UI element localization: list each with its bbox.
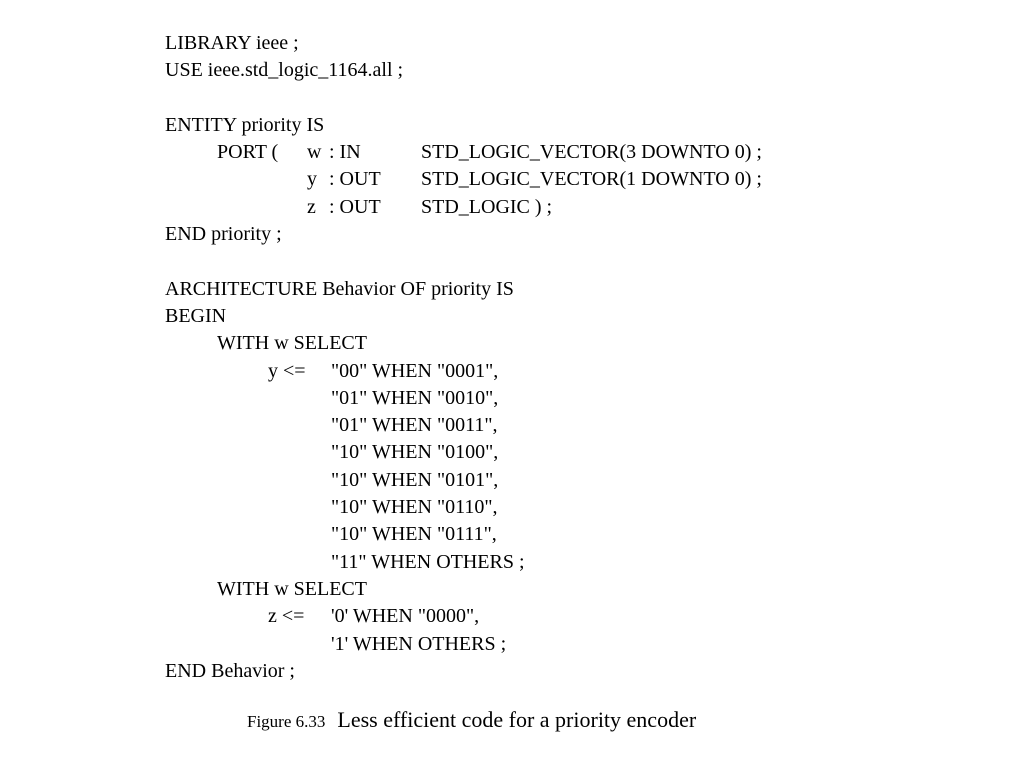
code-line (165, 221, 282, 248)
select-choice-line (165, 521, 497, 548)
code-line (165, 57, 404, 84)
architecture-end: END Behavior ; (165, 659, 295, 682)
vhdl-code-listing (165, 30, 762, 685)
code-line (165, 30, 299, 57)
code-line (165, 112, 325, 139)
library-statement: LIBRARY ieee ; (165, 32, 299, 54)
signal-assignment: y <= (268, 359, 306, 382)
begin-keyword: BEGIN (165, 304, 227, 327)
port-name: w (307, 141, 322, 164)
port-name: y (307, 168, 317, 191)
port-name: z (307, 195, 316, 218)
select-choice: "01" WHEN "0010", (331, 386, 499, 409)
select-choice-line (165, 631, 507, 658)
code-line (165, 330, 367, 357)
select-choice: '1' WHEN OTHERS ; (331, 632, 507, 655)
blank-line (165, 85, 185, 112)
with-select-statement: WITH w SELECT (217, 332, 367, 355)
port-mode: : OUT (329, 168, 381, 191)
code-line (165, 576, 367, 603)
code-line (165, 276, 514, 303)
select-choice-line (165, 412, 498, 439)
select-choice-line (165, 385, 499, 412)
signal-assignment: z <= (268, 605, 305, 628)
entity-end: END priority ; (165, 223, 282, 246)
caption-text: Less efficient code for a priority encoder (337, 707, 697, 732)
select-choice: "10" WHEN "0111", (331, 523, 497, 546)
port-type: STD_LOGIC_VECTOR(1 DOWNTO 0) ; (421, 168, 762, 191)
port-line (165, 166, 762, 193)
with-select-statement: WITH w SELECT (217, 577, 367, 600)
port-type: STD_LOGIC_VECTOR(3 DOWNTO 0) ; (421, 141, 762, 164)
select-choice: "01" WHEN "0011", (331, 414, 498, 437)
blank-line (165, 248, 185, 275)
select-choice-line (165, 549, 525, 576)
entity-declaration: ENTITY priority IS (165, 113, 325, 136)
code-line (165, 658, 295, 685)
select-choice-line (165, 494, 498, 521)
select-choice: '0' WHEN "0000", (331, 605, 480, 628)
select-choice: "10" WHEN "0101", (331, 468, 499, 491)
select-choice: "00" WHEN "0001", (331, 359, 499, 382)
architecture-declaration: ARCHITECTURE Behavior OF priority IS (165, 277, 514, 300)
select-choice: "11" WHEN OTHERS ; (331, 550, 525, 573)
use-statement: USE ieee.std_logic_1164.all ; (165, 59, 404, 82)
figure-caption (247, 707, 696, 733)
port-mode: : OUT (329, 195, 381, 218)
port-line (165, 194, 553, 221)
port-keyword: PORT ( (217, 141, 279, 164)
figure-number: Figure 6.33 (247, 712, 326, 731)
select-choice: "10" WHEN "0100", (331, 441, 499, 464)
port-mode: : IN (329, 141, 361, 164)
port-line (165, 139, 762, 166)
select-choice-line (165, 358, 499, 385)
port-type: STD_LOGIC ) ; (421, 195, 553, 218)
select-choice-line (165, 439, 499, 466)
select-choice-line (165, 603, 480, 630)
code-line (165, 303, 227, 330)
select-choice: "10" WHEN "0110", (331, 496, 498, 519)
select-choice-line (165, 467, 499, 494)
